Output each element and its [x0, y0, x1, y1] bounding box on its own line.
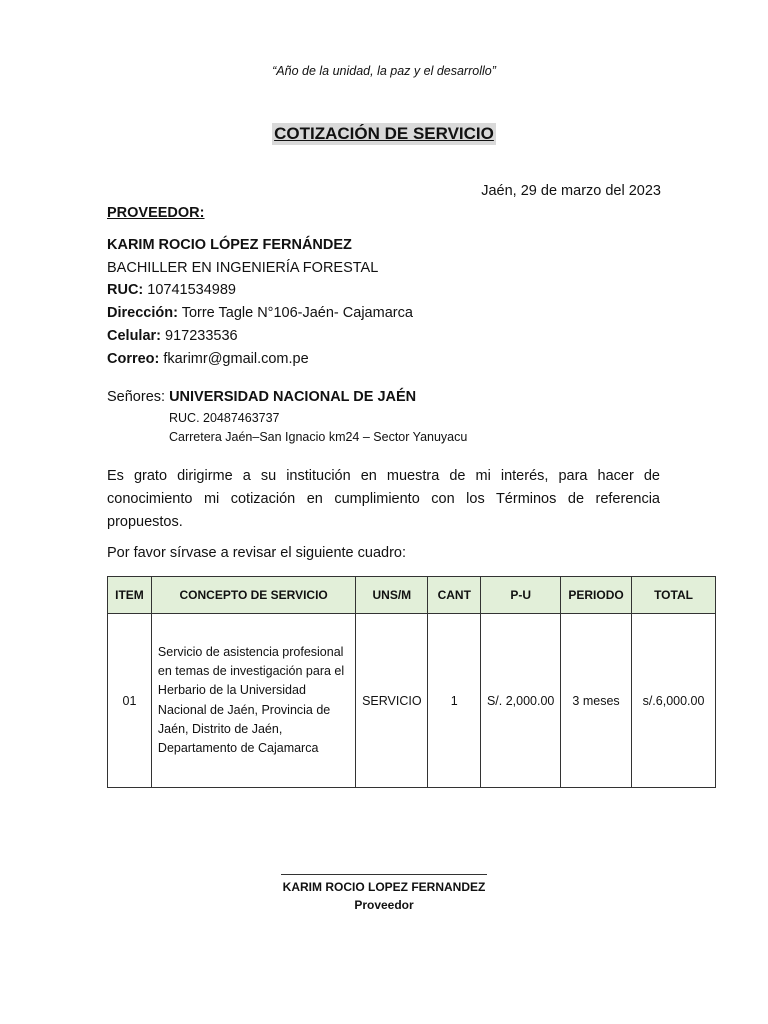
- cell-price: S/. 2,000.00: [481, 614, 561, 788]
- intro-paragraph: Es grato dirigirme a su institución en muestra de mi interés, para hacer de conocimiento mi cotización en cumplimiento con los Términos de referencia propuestos.: [107, 468, 660, 530]
- signature-line: [281, 874, 487, 875]
- page-title-text: COTIZACIÓN DE SERVICIO: [274, 124, 494, 143]
- provider-phone-line: [107, 325, 413, 348]
- provider-address: Torre Tagle N°106-Jaén- Cajamarca: [181, 305, 413, 322]
- cell-total: s/.6,000.00: [632, 614, 716, 788]
- page-title: [0, 123, 768, 145]
- provider-email: fkarimr@gmail.com.pe: [163, 350, 309, 367]
- header-unit: UNS/M: [356, 577, 428, 614]
- cell-item: 01: [108, 614, 152, 788]
- provider-address-line: [107, 302, 413, 325]
- header-total: TOTAL: [632, 577, 716, 614]
- quotation-table: [107, 576, 716, 788]
- request-text: Por favor sírvase a revisar el siguiente cuadro:: [107, 545, 406, 561]
- header-period: PERIODO: [561, 577, 632, 614]
- table-header-row: [108, 577, 716, 614]
- provider-ruc: 10741534989: [147, 282, 236, 299]
- provider-info: [107, 234, 413, 370]
- provider-ruc-label: RUC:: [107, 282, 144, 299]
- provider-address-label: Dirección:: [107, 305, 178, 322]
- recipient-salutation: Señores:: [107, 389, 166, 405]
- provider-phone: 917233536: [165, 327, 238, 344]
- provider-email-line: [107, 348, 413, 371]
- header-item: ITEM: [108, 577, 152, 614]
- header-qty: CANT: [428, 577, 481, 614]
- motto: “Año de la unidad, la paz y el desarrollo”: [272, 64, 496, 78]
- provider-degree: BACHILLER EN INGENIERÍA FORESTAL: [107, 259, 379, 276]
- table-row: [108, 614, 716, 788]
- provider-phone-label: Celular:: [107, 327, 161, 344]
- recipient-ruc: RUC. 20487463737: [169, 411, 280, 425]
- header-concept: CONCEPTO DE SERVICIO: [151, 577, 355, 614]
- cell-period: 3 meses: [561, 614, 632, 788]
- recipient-name: UNIVERSIDAD NACIONAL DE JAÉN: [169, 389, 417, 405]
- signature-role: Proveedor: [354, 898, 414, 912]
- header-price: P-U: [481, 577, 561, 614]
- recipient-address: Carretera Jaén–San Ignacio km24 – Sector Yanuyacu: [169, 430, 468, 444]
- signature-name: KARIM ROCIO LOPEZ FERNANDEZ: [282, 880, 486, 894]
- provider-name: KARIM ROCIO LÓPEZ FERNÁNDEZ: [107, 237, 352, 253]
- recipient-line: [107, 389, 416, 405]
- cell-concept: Servicio de asistencia profesional en temas de investigación para el Herbario de la Universidad Nacional de Jaén, Provincia de Jaén, Distrito de Jaén, Departamento de Cajamarca: [151, 614, 355, 788]
- cell-qty: 1: [428, 614, 481, 788]
- document-date: Jaén, 29 de marzo del 2023: [481, 183, 661, 199]
- cell-unit: SERVICIO: [356, 614, 428, 788]
- provider-ruc-line: [107, 279, 413, 302]
- provider-email-label: Correo:: [107, 350, 160, 367]
- provider-heading: PROVEEDOR:: [107, 205, 205, 221]
